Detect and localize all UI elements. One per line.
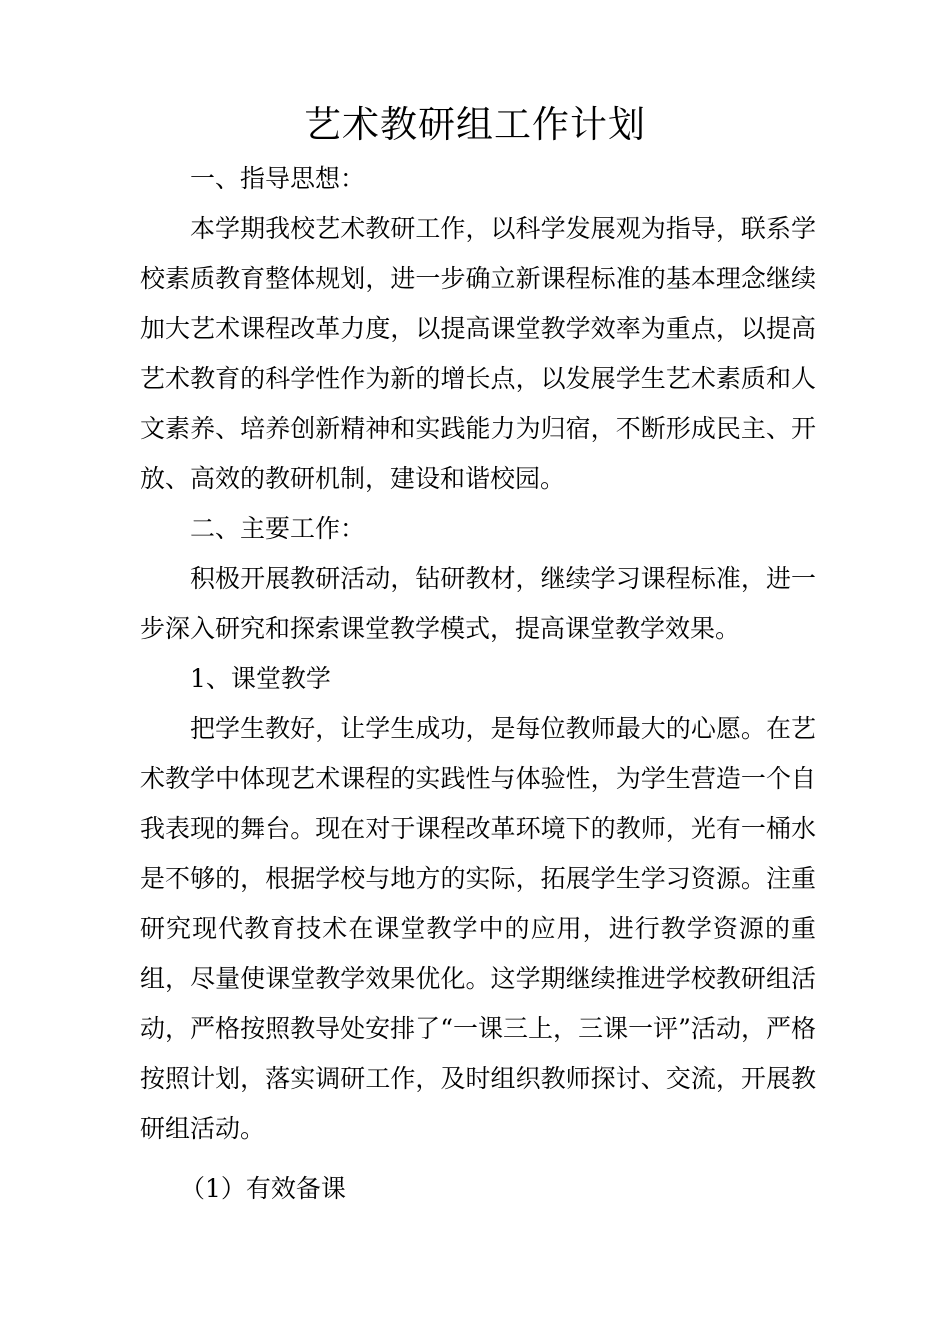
paragraph-guiding-thought: 本学期我校艺术教研工作，以科学发展观为指导，联系学校素质教育整体规划，进一步确立新课程标准的基本理念继续加大艺术课程改革力度，以提高课堂教学效率为重点，以提高艺术教育的科学性作为新的增长点，以发展学生艺术素质和人文素养、培养创新精神和实践能力为归宿，不断形成民主、开放、高效的教研机制，建设和谐校园。 (140, 214, 816, 493)
document-title: 艺术教研组工作计划 (304, 103, 646, 146)
item-heading-effective-lesson-prep: （1）有效备课 (180, 1174, 346, 1203)
paragraph-classroom-teaching: 把学生教好，让学生成功，是每位教师最大的心愿。在艺术教学中体现艺术课程的实践性与体验性，为学生营造一个自我表现的舞台。现在对于课程改革环境下的教师，光有一桶水是不够的，根据学校与地方的实际，拓展学生学习资源。注重研究现代教育技术在课堂教学中的应用，进行教学资源的重组，尽量使课堂教学效果优化。这学期继续推进学校教研组活动，严格按照教导处安排了“一课三上，三课一评”活动，严格按照计划，落实调研工作，及时组织教师探讨、交流，开展教研组活动。 (140, 714, 816, 1143)
section-heading-main-work: 二、主要工作： (190, 514, 366, 543)
document-body (140, 154, 816, 1214)
paragraph-main-work: 积极开展教研活动，钻研教材，继续学习课程标准，进一步深入研究和探索课堂教学模式，提高课堂教学效果。 (140, 564, 816, 643)
subsection-heading-classroom-teaching: 1、课堂教学 (190, 664, 331, 693)
section-heading-guiding-thought: 一、指导思想： (190, 164, 366, 193)
